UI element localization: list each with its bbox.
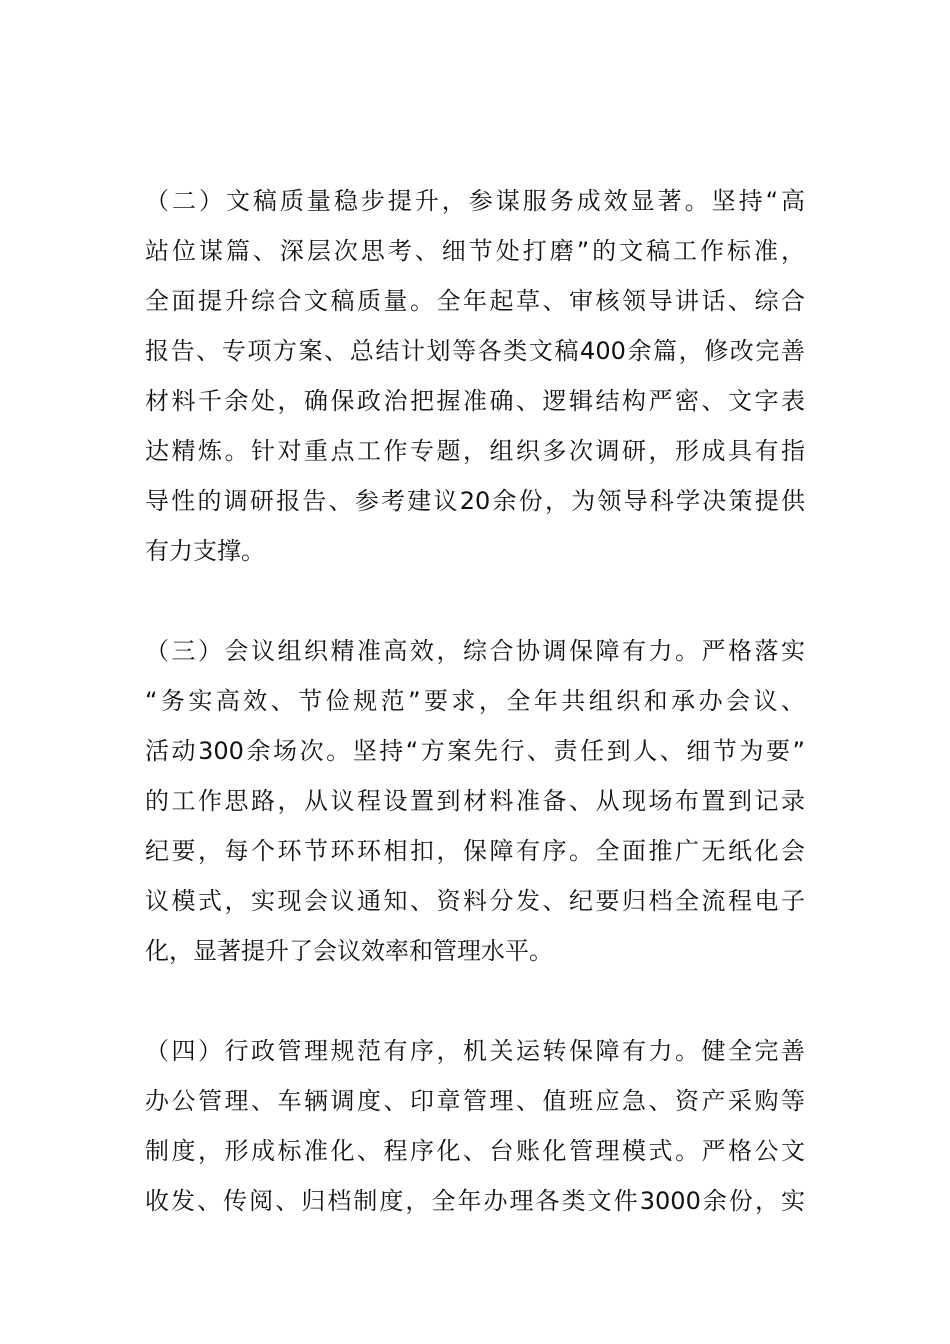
text-line: 化，显著提升了会议效率和管理水平。: [145, 937, 553, 965]
text-line: 报告、专项方案、总结计划等各类文稿400余篇，修改完善: [145, 337, 805, 365]
paragraph-writing-quality: [145, 176, 805, 576]
text-line: 材料千余处，确保政治把握准确、逻辑结构严密、文字表: [145, 387, 805, 415]
text-line: 收发、传阅、归档制度，全年办理各类文件3000余份，实: [145, 1187, 805, 1215]
text-line: （二）文稿质量稳步提升，参谋服务成效显著。坚持“高: [145, 187, 805, 215]
text-line: 站位谋篇、深层次思考、细节处打磨”的文稿工作标准，: [145, 237, 805, 265]
text-line: 纪要，每个环节环环相扣，保障有序。全面推广无纸化会: [145, 837, 805, 865]
text-line: 活动300余场次。坚持“方案先行、责任到人、细节为要”: [145, 737, 805, 765]
text-line: 全面提升综合文稿质量。全年起草、审核领导讲话、综合: [145, 287, 805, 315]
text-line: 议模式，实现会议通知、资料分发、纪要归档全流程电子: [145, 887, 805, 915]
text-line: 办公管理、车辆调度、印章管理、值班应急、资产采购等: [145, 1087, 805, 1115]
paragraph-administrative-management: [145, 1026, 805, 1226]
text-line: （四）行政管理规范有序，机关运转保障有力。健全完善: [145, 1037, 805, 1065]
document-page: [145, 176, 805, 1276]
paragraph-meeting-organization: [145, 626, 805, 976]
text-line: 有力支撑。: [145, 537, 265, 565]
text-line: “务实高效、节俭规范”要求，全年共组织和承办会议、: [145, 687, 805, 715]
text-line: 导性的调研报告、参考建议20余份，为领导科学决策提供: [145, 487, 805, 515]
text-line: 制度，形成标准化、程序化、台账化管理模式。严格公文: [145, 1137, 805, 1165]
text-line: 的工作思路，从议程设置到材料准备、从现场布置到记录: [145, 787, 805, 815]
text-line: 达精炼。针对重点工作专题，组织多次调研，形成具有指: [145, 437, 805, 465]
text-line: （三）会议组织精准高效，综合协调保障有力。严格落实: [145, 637, 805, 665]
